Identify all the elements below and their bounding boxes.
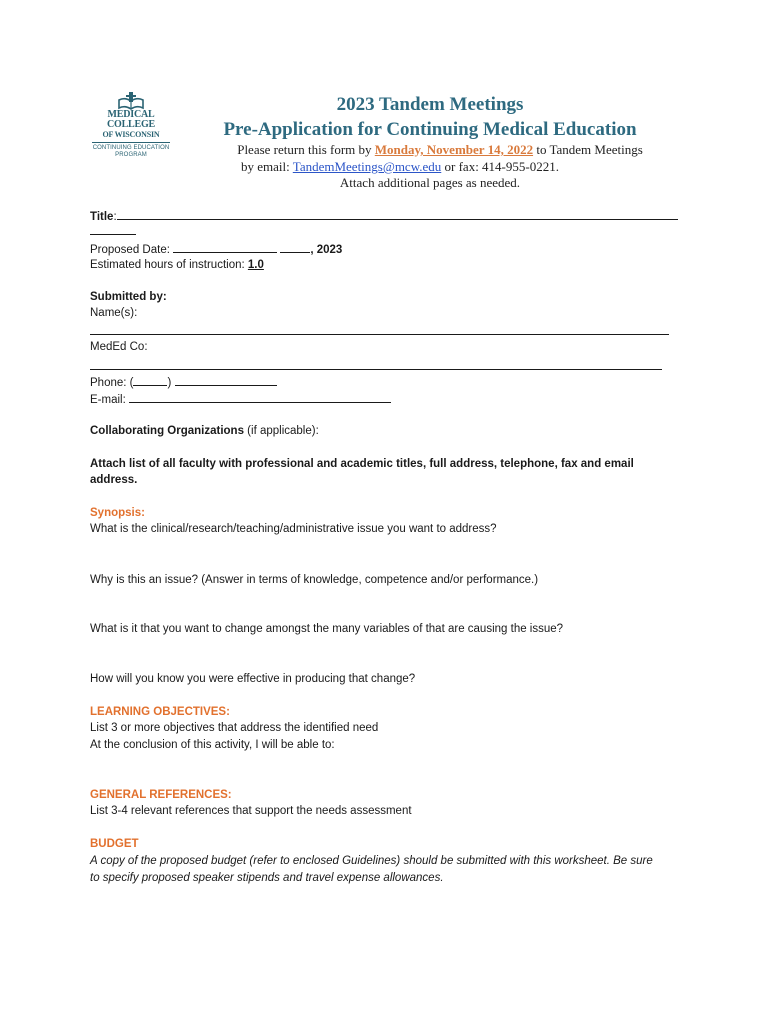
email-prefix: by email: — [241, 159, 293, 174]
objectives-line2: At the conclusion of this activity, I will be able to: — [90, 739, 335, 751]
hours-row — [90, 258, 264, 273]
proposed-date-label: Proposed Date: — [90, 244, 174, 256]
page-title: 2023 Tandem Meetings — [336, 94, 524, 115]
references-line: List 3-4 relevant references that support the needs assessment — [90, 805, 412, 817]
phone-paren: ) — [167, 377, 175, 389]
title-input-line[interactable] — [117, 208, 678, 220]
logo-line-medical: MEDICAL — [107, 109, 155, 120]
proposed-date-day-input[interactable] — [280, 241, 310, 253]
names-input-line[interactable] — [90, 334, 669, 335]
budget-line2: to specify proposed speaker stipends and travel expense allowances. — [90, 872, 444, 884]
phone-row — [90, 374, 277, 391]
names-label: Name(s): — [90, 307, 138, 319]
attach-note: Attach additional pages as needed. — [339, 175, 521, 190]
title-input-line-continued[interactable] — [90, 234, 136, 235]
proposed-date-month-input[interactable] — [173, 241, 277, 253]
hours-label: Estimated hours of instruction: — [90, 259, 248, 271]
email-input-line[interactable] — [129, 391, 391, 403]
budget-line1: A copy of the proposed budget (refer to enclosed Guidelines) should be submitted with this worksheet. Be sure — [90, 855, 653, 867]
email-field-label: E-mail: — [90, 394, 129, 406]
meded-input-line[interactable] — [90, 369, 662, 370]
proposed-date-row — [90, 241, 342, 258]
objectives-line1: List 3 or more objectives that address the identified need — [90, 722, 379, 734]
budget-heading: BUDGET — [90, 838, 139, 850]
return-prefix: Please return this form by — [237, 142, 375, 157]
phone-area-code-input[interactable] — [133, 374, 167, 386]
submitted-by-heading: Submitted by: — [90, 291, 167, 303]
collaborating-row — [90, 424, 319, 439]
title-label: Title — [90, 211, 114, 223]
collaborating-label: Collaborating Organizations — [90, 425, 244, 437]
references-heading: GENERAL REFERENCES: — [90, 789, 232, 801]
mcw-logo — [88, 92, 174, 159]
proposed-date-year: , 2023 — [310, 244, 343, 256]
title-colon: : — [113, 211, 117, 223]
hours-value: 1.0 — [247, 259, 264, 271]
question-why: Why is this an issue? (Answer in terms of knowledge, competence and/or performance.) — [90, 574, 539, 586]
collaborating-note: (if applicable): — [243, 425, 319, 437]
title-field-row — [90, 208, 678, 225]
question-issue: What is the clinical/research/teaching/administrative issue you want to address? — [90, 523, 497, 535]
faculty-instruction-line1: Attach list of all faculty with professional and academic titles, full address, telephone, fax and email — [90, 458, 634, 470]
phone-label: Phone: ( — [90, 377, 134, 389]
meded-label: MedEd Co: — [90, 341, 148, 353]
deadline-date: Monday, November 14, 2022 — [374, 142, 534, 157]
contact-instructions — [150, 158, 650, 175]
logo-line-continuing: CONTINUING EDUCATION — [92, 145, 170, 151]
logo-divider — [92, 142, 170, 143]
return-instructions — [190, 141, 690, 158]
return-suffix: to Tandem Meetings — [533, 142, 643, 157]
question-effective: How will you know you were effective in producing that change? — [90, 673, 416, 685]
logo-line-wisconsin: OF WISCONSIN — [102, 130, 160, 139]
question-change: What is it that you want to change amongst the many variables of that are causing the issue? — [90, 623, 564, 635]
logo-line-program: PROGRAM — [115, 152, 147, 158]
email-row — [90, 391, 391, 408]
logo-line-college: COLLEGE — [106, 119, 156, 130]
objectives-heading: LEARNING OBJECTIVES: — [90, 706, 230, 718]
page-subtitle: Pre-Application for Continuing Medical Education — [223, 119, 637, 140]
email-link[interactable]: TandemMeetings@mcw.edu — [292, 159, 442, 174]
phone-number-input[interactable] — [175, 374, 277, 386]
synopsis-heading: Synopsis: — [90, 507, 145, 519]
fax-text: or fax: 414-955-0221. — [441, 159, 559, 174]
faculty-instruction-line2: address. — [90, 474, 138, 486]
open-book-icon — [117, 92, 145, 110]
